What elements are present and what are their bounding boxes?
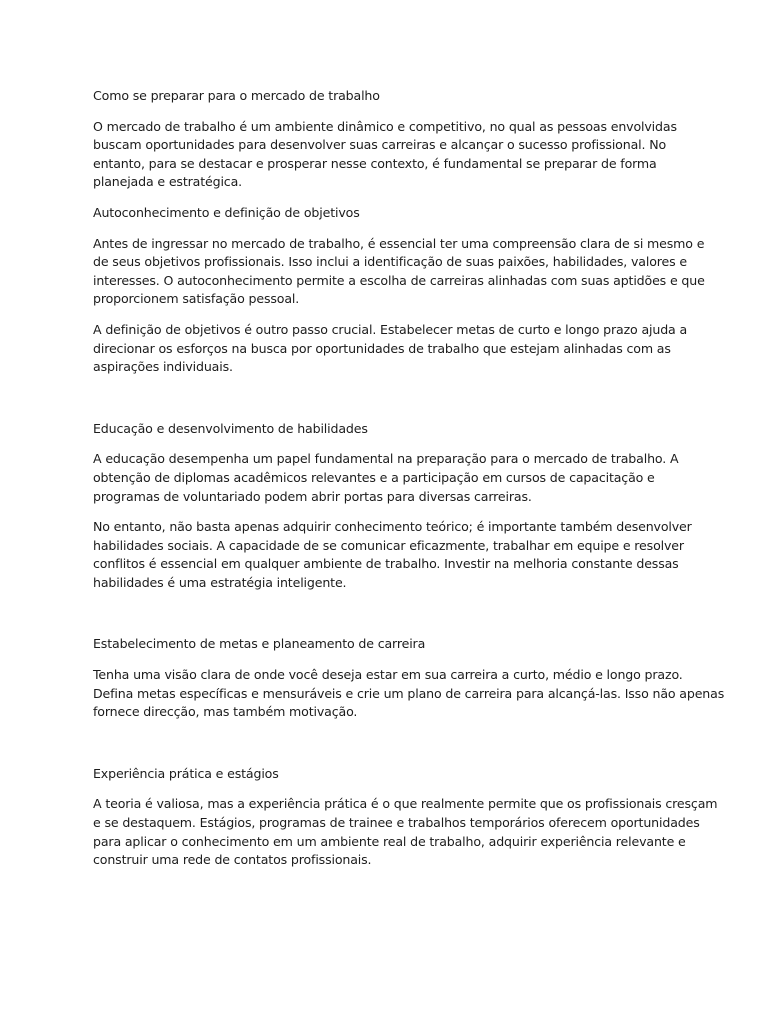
paragraph xyxy=(93,450,683,506)
text-line: Defina metas específicas e mensuráveis e crie um plano de carreira para alcançá-las. Isso não apenas xyxy=(93,685,725,701)
text-line: A definição de objetivos é outro passo crucial. Estabelecer metas de curto e longo prazo ajuda a xyxy=(93,321,688,337)
text-line: buscam oportunidades para desenvolver suas carreiras e alcançar o sucesso profissional. No xyxy=(93,137,667,153)
text-line: construir uma rede de contatos profissionais. xyxy=(93,852,372,868)
paragraph xyxy=(93,321,688,377)
paragraph xyxy=(93,795,718,869)
text-line: No entanto, não basta apenas adquirir conhecimento teórico; é importante também desenvolver xyxy=(93,519,692,535)
text-line: Antes de ingressar no mercado de trabalho, é essencial ter uma compreensão clara de si mesmo e xyxy=(93,235,705,251)
paragraph xyxy=(93,235,705,309)
section-heading-metas: Estabelecimento de metas e planeamento de carreira xyxy=(93,636,426,652)
text-line: de seus objetivos profissionais. Isso inclui a identificação de suas paixões, habilidades, valores e xyxy=(93,254,687,270)
text-line: O mercado de trabalho é um ambiente dinâmico e competitivo, no qual as pessoas envolvidas xyxy=(93,118,677,134)
document-title: Como se preparar para o mercado de trabalho xyxy=(93,88,380,103)
text-line: obtenção de diplomas acadêmicos relevantes e a participação em cursos de capacitação e xyxy=(93,469,655,485)
text-line: A educação desempenha um papel fundamental na preparação para o mercado de trabalho. A xyxy=(93,451,679,467)
text-line: direcionar os esforços na busca por oportunidades de trabalho que estejam alinhadas com as xyxy=(93,340,671,356)
text-line: A teoria é valiosa, mas a experiência prática é o que realmente permite que os profissionais cresçam xyxy=(93,796,718,812)
text-line: proporcionem satisfação pessoal. xyxy=(93,291,300,307)
text-line: planejada e estratégica. xyxy=(93,174,242,190)
paragraph xyxy=(93,518,692,592)
text-line: interesses. O autoconhecimento permite a escolha de carreiras alinhadas com suas aptidões e que xyxy=(93,272,705,288)
section-heading-autoconhecimento: Autoconhecimento e definição de objetivos xyxy=(93,204,360,220)
text-line: conflitos é essencial em qualquer ambiente de trabalho. Investir na melhoria constante dessas xyxy=(93,556,679,572)
text-line: aspirações individuais. xyxy=(93,359,233,375)
text-line: programas de voluntariado podem abrir portas para diversas carreiras. xyxy=(93,488,532,504)
document-page xyxy=(93,87,725,870)
text-line: habilidades sociais. A capacidade de se comunicar eficazmente, trabalhar em equipe e resolver xyxy=(93,537,684,553)
text-line: e se destaquem. Estágios, programas de trainee e trabalhos temporários oferecem oportunidades xyxy=(93,815,700,831)
text-line: habilidades é uma estratégia inteligente. xyxy=(93,574,347,590)
paragraph xyxy=(93,666,725,722)
text-line: para aplicar o conhecimento em um ambiente real de trabalho, adquirir experiência relevante e xyxy=(93,833,686,849)
text-line: fornece direcção, mas também motivação. xyxy=(93,704,358,720)
text-line: Tenha uma visão clara de onde você deseja estar em sua carreira a curto, médio e longo prazo. xyxy=(93,667,683,683)
section-heading-experiencia: Experiência prática e estágios xyxy=(93,765,279,781)
section-heading-educacao: Educação e desenvolvimento de habilidades xyxy=(93,420,368,436)
intro-paragraph xyxy=(93,118,683,192)
text-line: entanto, para se destacar e prosperar nesse contexto, é fundamental se preparar de forma xyxy=(93,155,657,171)
